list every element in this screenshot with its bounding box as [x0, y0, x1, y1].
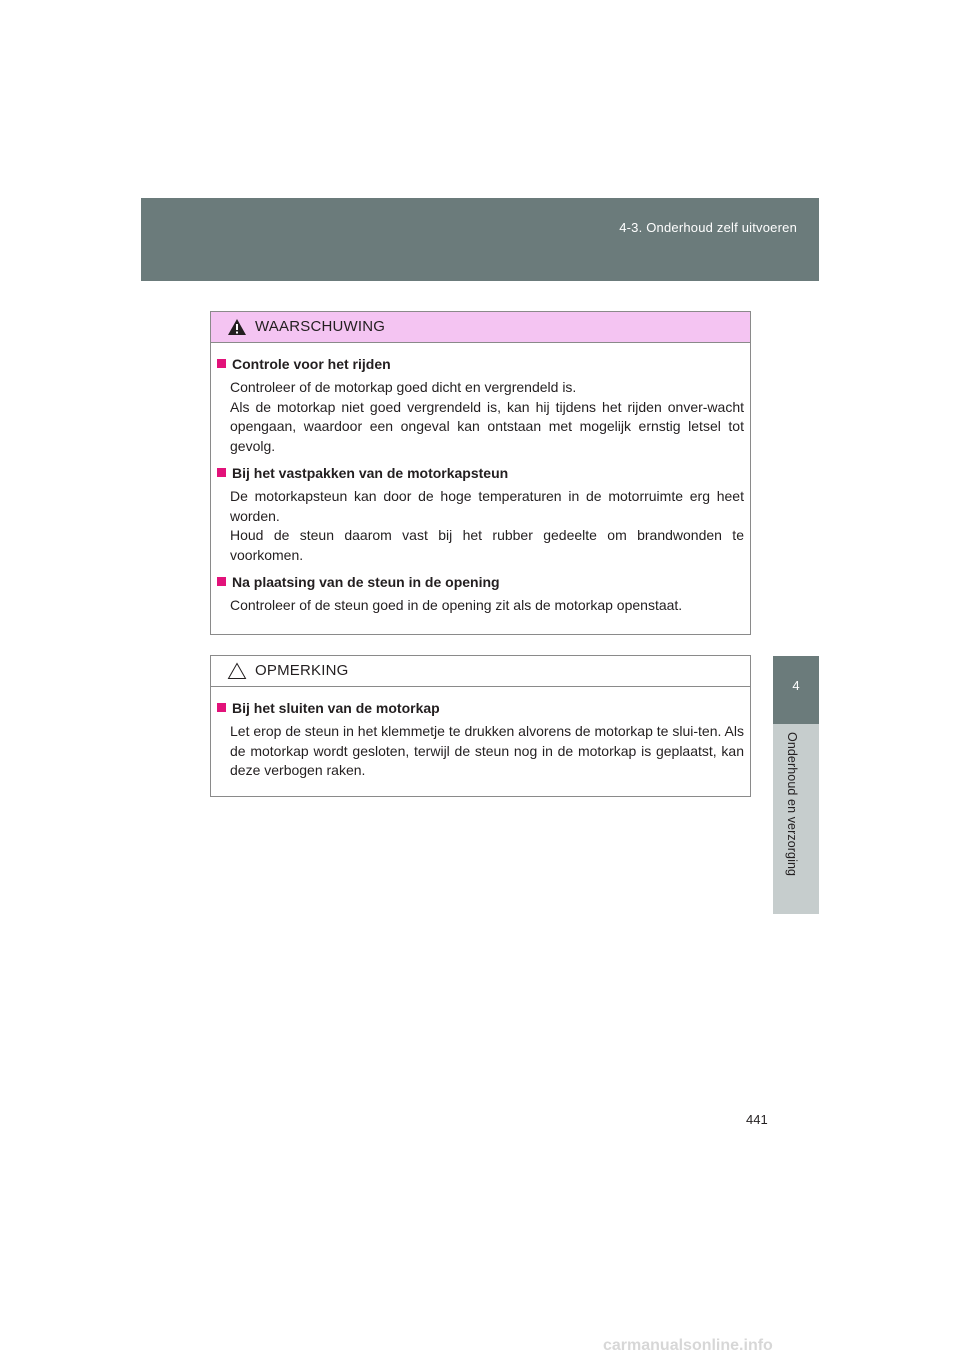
warning-item-heading [216, 355, 744, 373]
chapter-title: Onderhoud en verzorging [785, 732, 799, 877]
page-number: 441 [746, 1112, 768, 1127]
warning-box-title: WAARSCHUWING [255, 318, 386, 335]
warning-item [216, 573, 744, 616]
chapter-tab-label-area [773, 724, 819, 914]
notice-item-heading-text: Bij het sluiten van de motorkap [232, 700, 440, 716]
warning-item-paragraph: Als de motorkap niet goed vergrendeld is, kan hij tijdens het rijden onver-wacht opengaan, waardoor een ongeval kan ontstaan met mogelijk ernstig letsel tot gevolg. [230, 398, 744, 454]
notice-box-body [211, 687, 750, 781]
notice-box-title: OPMERKING [255, 662, 349, 679]
notice-box [210, 655, 751, 797]
square-bullet-icon [217, 468, 226, 477]
warning-item-paragraph: Houd de steun daarom vast bij het rubber gedeelte om brandwonden te voorkomen. [230, 527, 744, 563]
warning-triangle-filled-icon [227, 318, 247, 336]
chapter-number: 4 [792, 678, 800, 693]
warning-box-header [211, 312, 750, 343]
warning-box [210, 311, 751, 635]
notice-item-paragraph: Let erop de steun in het klemmetje te drukken alvorens de motorkap te slui-ten. Als de motorkap wordt gesloten, terwijl de steun nog in de motorkap is geplaatst, kan deze verbogen raken. [230, 723, 744, 778]
chapter-tab[interactable] [773, 656, 819, 724]
header-band [141, 198, 819, 281]
square-bullet-icon [217, 703, 226, 712]
warning-item-paragraph: Controleer of de motorkap goed dicht en vergrendeld is. [230, 379, 577, 395]
warning-item-heading [216, 573, 744, 591]
notice-item-heading [216, 699, 744, 717]
square-bullet-icon [217, 577, 226, 586]
watermark-text: carmanualsonline.info [603, 1337, 773, 1354]
notice-item [216, 699, 744, 781]
warning-item-heading-text: Na plaatsing van de steun in de opening [232, 574, 500, 590]
warning-item [216, 464, 744, 565]
warning-item-heading-text: Controle voor het rijden [232, 356, 391, 372]
warning-item-heading-text: Bij het vastpakken van de motorkapsteun [232, 465, 509, 481]
warning-item-heading [216, 464, 744, 482]
warning-triangle-outline-icon [227, 662, 247, 680]
square-bullet-icon [217, 359, 226, 368]
watermark [603, 1335, 943, 1355]
warning-item [216, 355, 744, 456]
warning-item-paragraph: Controleer of de steun goed in de opening zit als de motorkap openstaat. [230, 597, 683, 613]
section-title: 4-3. Onderhoud zelf uitvoeren [619, 220, 797, 235]
warning-box-body [211, 343, 750, 616]
warning-item-paragraph: De motorkapsteun kan door de hoge temperaturen in de motorruimte erg heet worden. [230, 488, 744, 524]
notice-box-header [211, 656, 750, 687]
